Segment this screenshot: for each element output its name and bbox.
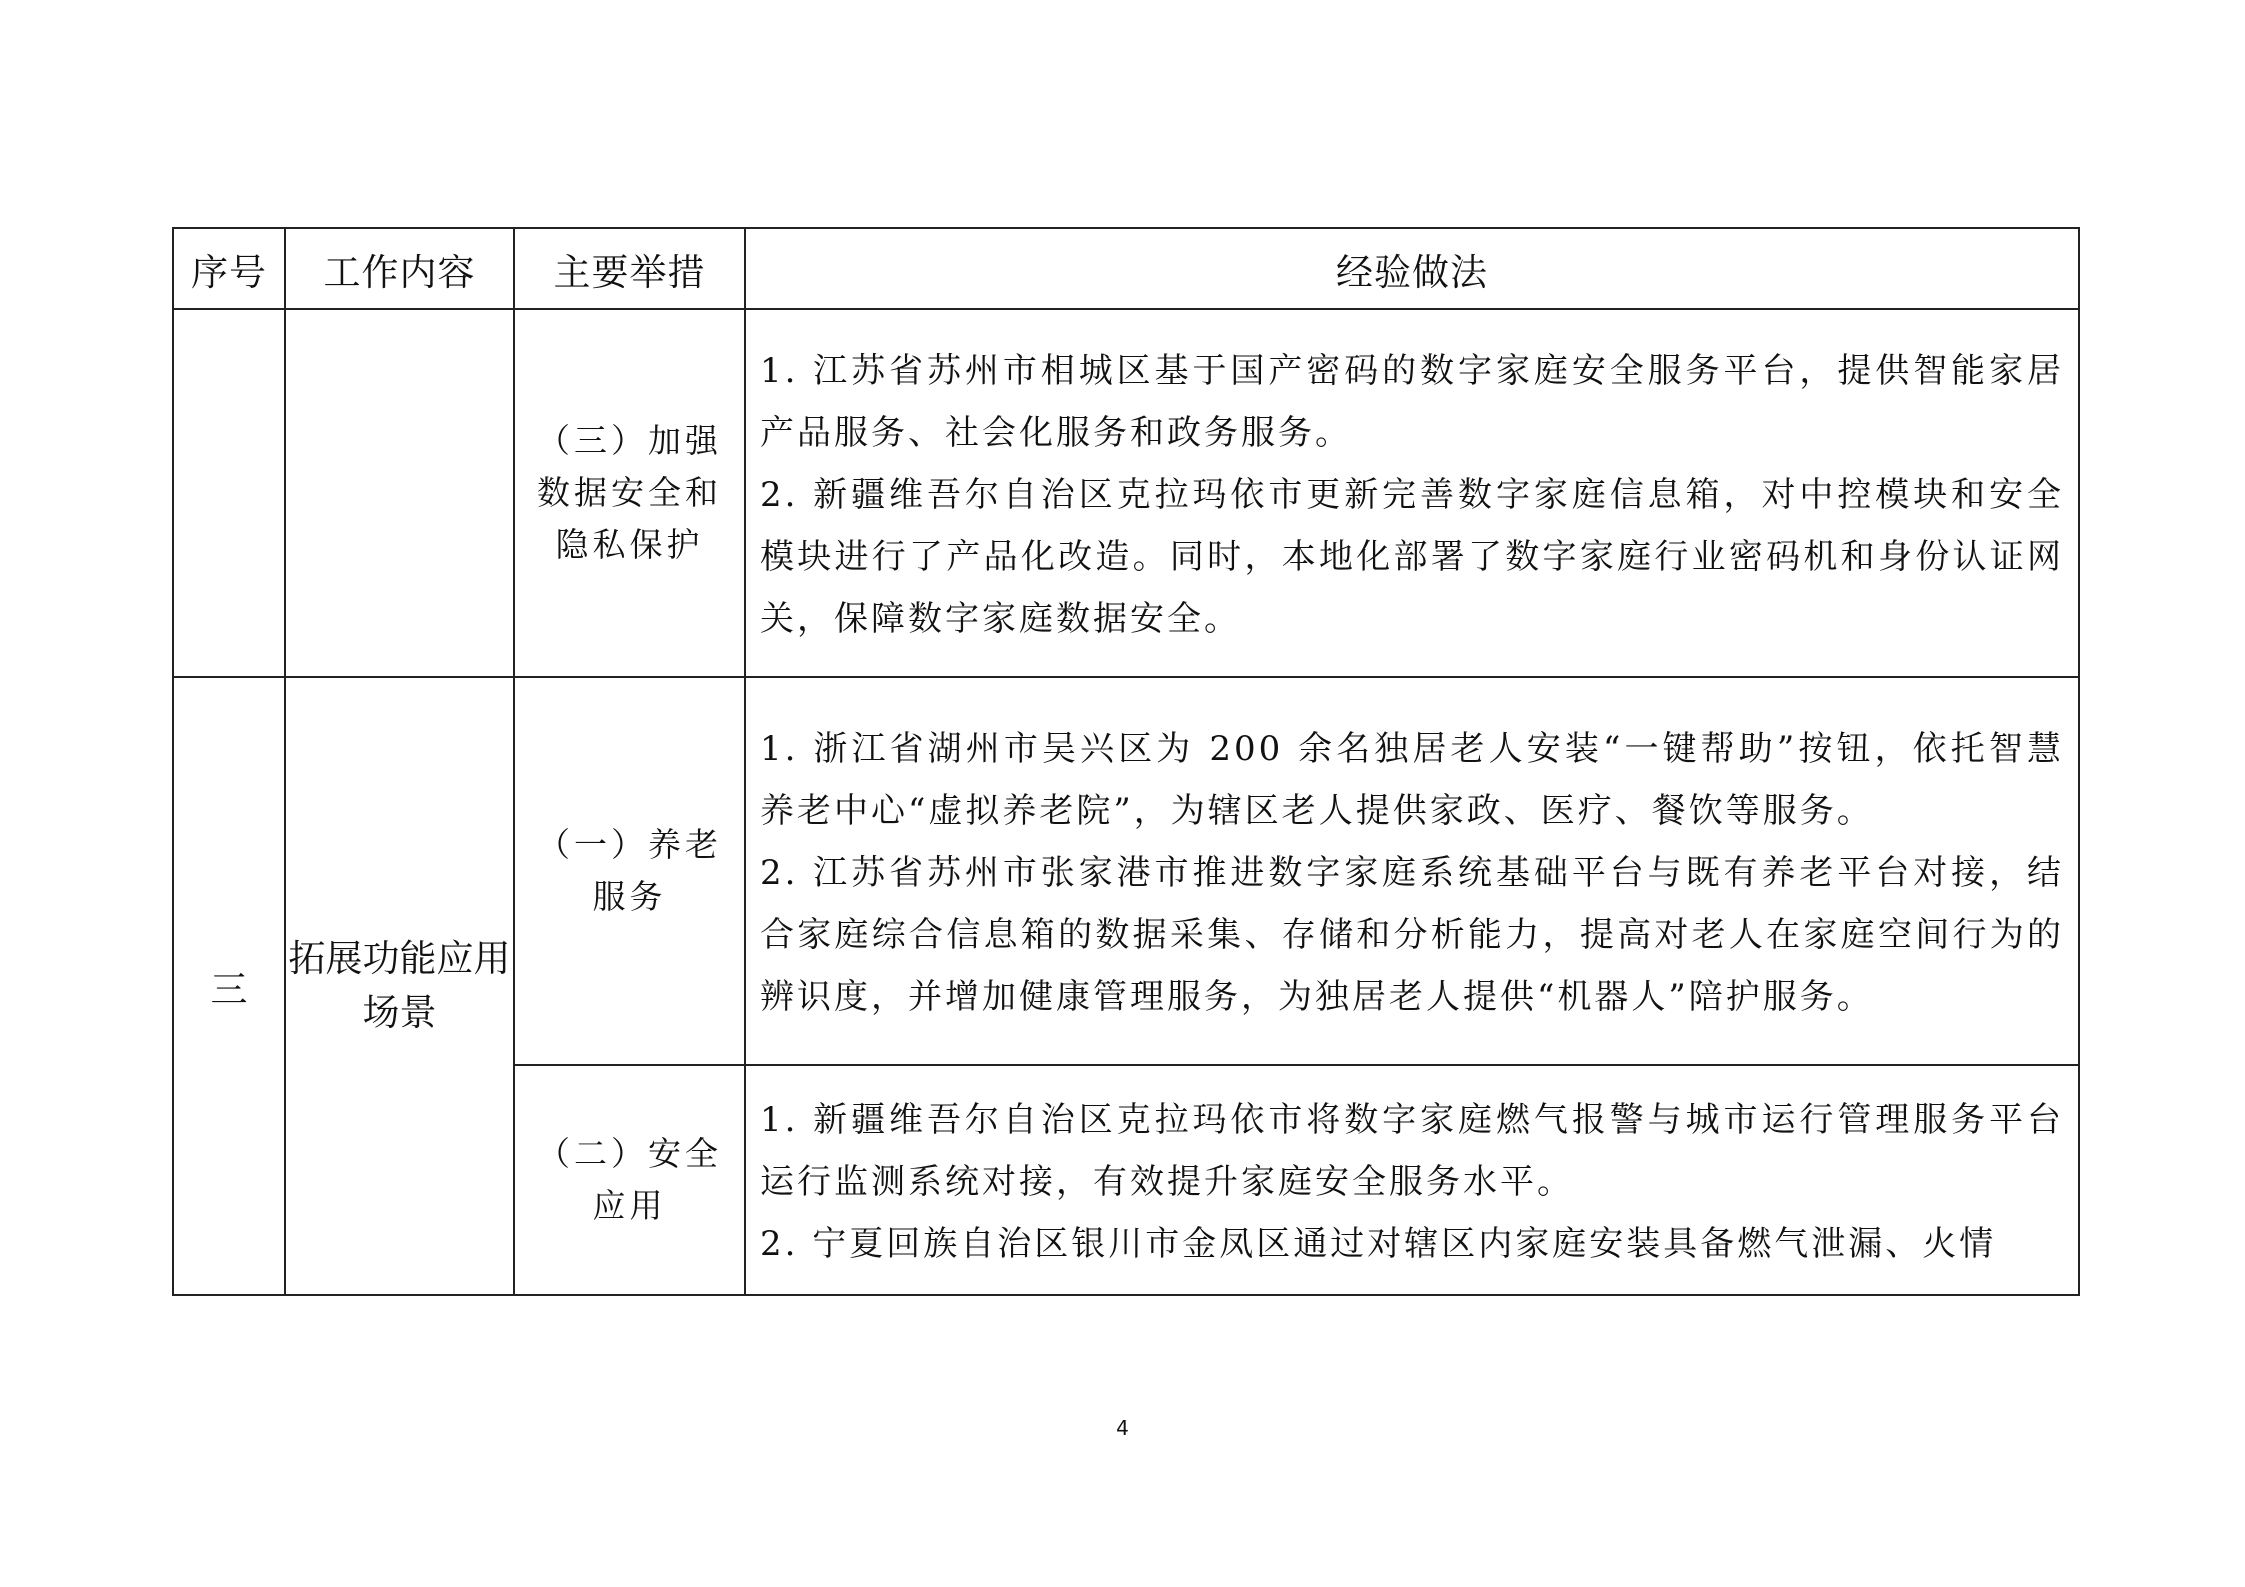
measure-cell: （一）养老服务 xyxy=(514,677,745,1065)
experience-item: 1. 浙江省湖州市吴兴区为 200 余名独居老人安装“一键帮助”按钮，依托智慧养老中心“虚拟养老院”，为辖区老人提供家政、医疗、餐饮等服务。 xyxy=(760,729,2064,831)
header-seq: 序号 xyxy=(173,228,285,309)
table-row xyxy=(173,309,2079,677)
experience-item: 2. 宁夏回族自治区银川市金凤区通过对辖区内家庭安装具备燃气泄漏、火情 xyxy=(760,1224,1997,1264)
header-main-measures: 主要举措 xyxy=(514,228,745,309)
experience-cell xyxy=(745,677,2079,1065)
measures-table xyxy=(172,227,2080,1296)
experience-cell xyxy=(745,309,2079,677)
seq-cell: 三 xyxy=(173,677,285,1295)
experience-item: 2. 新疆维吾尔自治区克拉玛依市更新完善数字家庭信息箱，对中控模块和安全模块进行了产品化改造。同时，本地化部署了数字家庭行业密码机和身份认证网关，保障数字家庭数据安全。 xyxy=(760,475,2064,639)
measure-cell: （三）加强数据安全和隐私保护 xyxy=(514,309,745,677)
seq-cell-empty xyxy=(173,309,285,677)
experience-item: 1. 江苏省苏州市相城区基于国产密码的数字家庭安全服务平台，提供智能家居产品服务、社会化服务和政务服务。 xyxy=(760,351,2064,453)
experience-item: 2. 江苏省苏州市张家港市推进数字家庭系统基础平台与既有养老平台对接，结合家庭综合信息箱的数据采集、存储和分析能力，提高对老人在家庭空间行为的辨识度，并增加健康管理服务，为独居老人提供“机器人”陪护服务。 xyxy=(760,853,2064,1017)
work-cell-empty xyxy=(285,309,514,677)
header-work-content: 工作内容 xyxy=(285,228,514,309)
header-experience: 经验做法 xyxy=(745,228,2079,309)
experience-item: 1. 新疆维吾尔自治区克拉玛依市将数字家庭燃气报警与城市运行管理服务平台运行监测系统对接，有效提升家庭安全服务水平。 xyxy=(760,1100,2064,1202)
page-number: 4 xyxy=(1116,1416,1129,1440)
table-header-row xyxy=(173,228,2079,309)
table-row xyxy=(173,677,2079,1065)
experience-cell xyxy=(745,1065,2079,1295)
measure-cell: （二）安全应用 xyxy=(514,1065,745,1295)
work-content-cell: 拓展功能应用场景 xyxy=(285,677,514,1295)
